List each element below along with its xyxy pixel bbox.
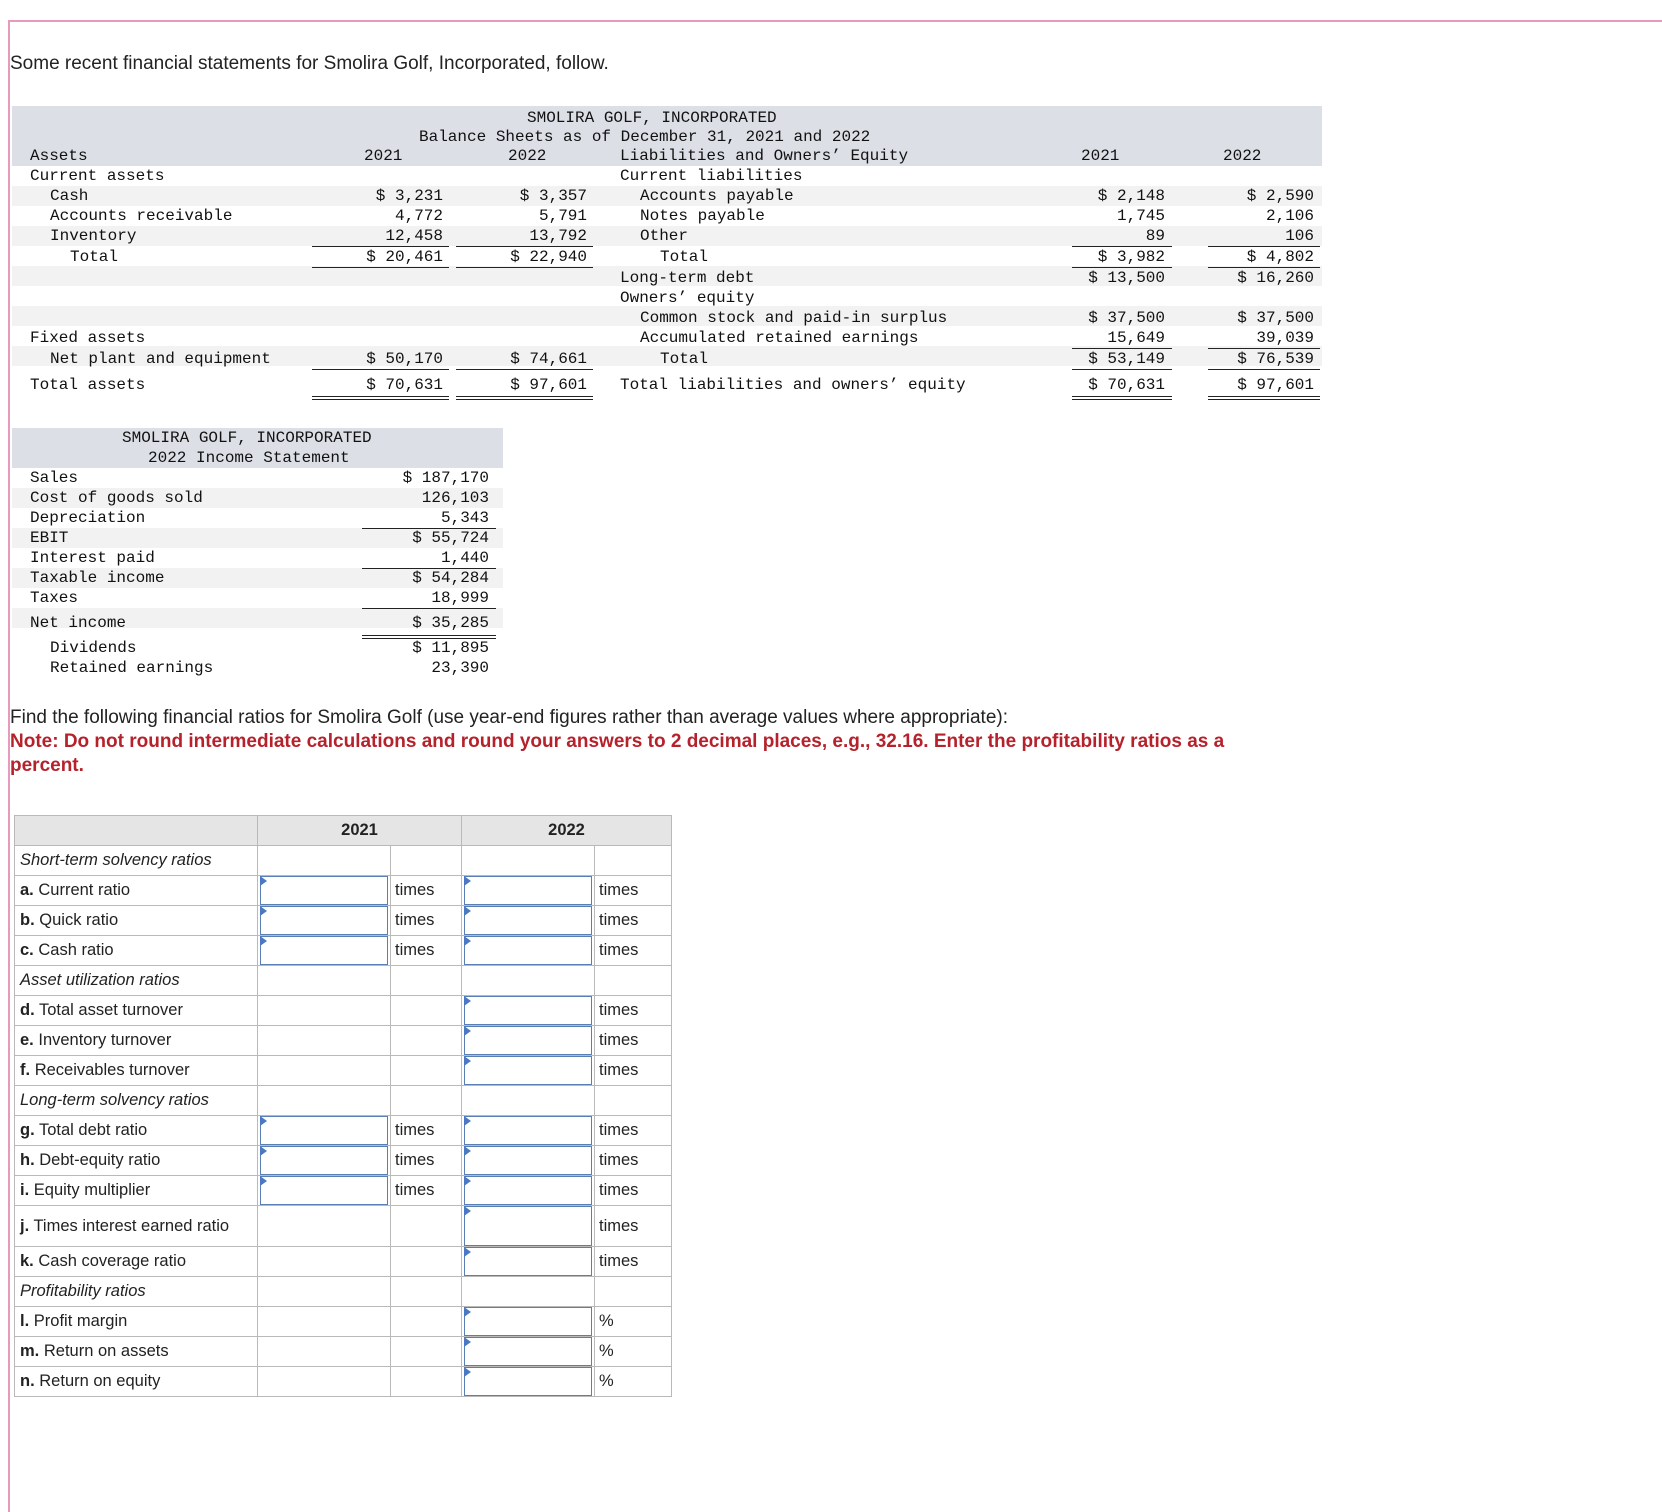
ratio-label: Total asset turnover — [38, 1001, 183, 1019]
liab-value-2022: $ 97,601 — [1237, 376, 1314, 394]
liab-label: Notes payable — [640, 207, 765, 225]
unit-label: times — [595, 1056, 672, 1086]
assets-value-2021: 4,772 — [394, 207, 443, 225]
unit-label: times — [595, 936, 672, 966]
profit-margin-2022-input[interactable] — [464, 1307, 592, 1336]
unit-label: % — [595, 1307, 672, 1337]
ratio-label: Profit margin — [33, 1312, 128, 1330]
assets-value-2022: $ 22,940 — [510, 248, 587, 266]
section-row — [15, 1086, 672, 1116]
ratio-row — [15, 876, 672, 906]
liab-label: Total liabilities and owners’ equity — [620, 376, 966, 394]
is-value: $ 187,170 — [402, 469, 489, 487]
income-statement-title: SMOLIRA GOLF, INCORPORATED — [122, 429, 372, 447]
liab-year-2021: 2021 — [1081, 147, 1120, 165]
is-label: Taxable income — [30, 569, 165, 587]
liabilities-header: Liabilities and Owners’ Equity — [620, 147, 909, 165]
is-label: Taxes — [30, 589, 79, 607]
unit-label: times — [391, 876, 462, 906]
is-value: $ 54,284 — [412, 569, 489, 587]
receivables-turnover-2022-input[interactable] — [464, 1056, 592, 1085]
ratio-row — [15, 1367, 672, 1397]
liab-label: Current liabilities — [620, 167, 803, 185]
ratio-label: Cash ratio — [38, 941, 114, 959]
assets-year-2022: 2022 — [508, 147, 547, 165]
balance-sheet-title: SMOLIRA GOLF, INCORPORATED — [527, 109, 777, 127]
assets-label: Total assets — [30, 376, 146, 394]
assets-value-2022: $ 3,357 — [519, 187, 587, 205]
total-debt-ratio-2021-input[interactable] — [260, 1116, 388, 1145]
assets-label: Net plant and equipment — [50, 350, 271, 368]
ratio-row — [15, 1206, 672, 1247]
ratio-letter: j. — [20, 1216, 30, 1235]
unit-label: times — [595, 1206, 672, 1247]
unit-label: % — [595, 1367, 672, 1397]
quick-ratio-2022-input[interactable] — [464, 906, 592, 935]
unit-label: times — [595, 1116, 672, 1146]
ratio-letter: g. — [20, 1121, 35, 1139]
assets-value-2022: 13,792 — [529, 227, 587, 245]
assets-label: Current assets — [30, 167, 165, 185]
liab-value-2022: 106 — [1285, 227, 1314, 245]
question-text: Find the following financial ratios for Smolira Golf (use year-end figures rather than average values where appropriate): — [10, 707, 1009, 728]
liab-value-2021: 15,649 — [1107, 329, 1165, 347]
page-frame-top — [8, 20, 1662, 22]
ratio-label: Return on equity — [39, 1372, 161, 1390]
assets-label: Accounts receivable — [50, 207, 233, 225]
assets-value-2021: $ 50,170 — [366, 350, 443, 368]
unit-label: times — [595, 906, 672, 936]
answer-year-2021: 2021 — [258, 816, 462, 846]
current-ratio-2021-input[interactable] — [260, 876, 388, 905]
assets-value-2022: $ 74,661 — [510, 350, 587, 368]
section-row — [15, 846, 672, 876]
liab-value-2021: $ 37,500 — [1088, 309, 1165, 327]
total-debt-ratio-2022-input[interactable] — [464, 1116, 592, 1145]
unit-label: times — [595, 876, 672, 906]
section-row — [15, 966, 672, 996]
ratio-row — [15, 1247, 672, 1277]
unit-label: times — [391, 1146, 462, 1176]
unit-label: times — [391, 936, 462, 966]
liab-value-2021: 89 — [1145, 227, 1165, 245]
assets-value-2022: $ 97,601 — [510, 376, 587, 394]
unit-label: times — [391, 906, 462, 936]
income-statement-subtitle: 2022 Income Statement — [148, 449, 350, 467]
assets-label: Fixed assets — [30, 329, 146, 347]
section-row — [15, 1277, 672, 1307]
debt-equity-ratio-2021-input[interactable] — [260, 1146, 388, 1175]
assets-year-2021: 2021 — [364, 147, 403, 165]
liab-label: Accounts payable — [640, 187, 794, 205]
unit-label: times — [595, 1247, 672, 1277]
ratio-label: Equity multiplier — [33, 1181, 151, 1199]
section-label: Asset utilization ratios — [15, 966, 258, 996]
unit-label: times — [595, 1146, 672, 1176]
cash-ratio-2022-input[interactable] — [464, 936, 592, 965]
ratio-letter: a. — [20, 881, 34, 899]
is-value: $ 35,285 — [412, 614, 489, 632]
ratio-letter: n. — [20, 1372, 35, 1390]
liab-label: Total — [660, 248, 709, 266]
is-label: Cost of goods sold — [30, 489, 203, 507]
answer-header-row — [15, 816, 672, 846]
assets-value-2021: $ 20,461 — [366, 248, 443, 266]
ratio-label: Cash coverage ratio — [38, 1252, 187, 1270]
assets-header: Assets — [30, 147, 88, 165]
section-label: Short-term solvency ratios — [15, 846, 258, 876]
is-value: 23,390 — [431, 659, 489, 677]
ratio-letter: b. — [20, 911, 35, 929]
liab-value-2022: $ 2,590 — [1246, 187, 1314, 205]
ratio-letter: e. — [20, 1031, 34, 1049]
balance-sheet-subtitle: Balance Sheets as of December 31, 2021 and 2022 — [419, 128, 871, 146]
is-label: Sales — [30, 469, 79, 487]
is-label: Net income — [30, 614, 127, 632]
ratio-letter: c. — [20, 941, 34, 959]
liab-label: Other — [640, 227, 689, 245]
income-statement — [12, 428, 503, 680]
ratio-label: Times interest earned ratio — [33, 1216, 230, 1235]
liab-value-2021: $ 13,500 — [1088, 269, 1165, 287]
ratio-label: Current ratio — [38, 881, 131, 899]
ratio-letter: i. — [20, 1181, 30, 1199]
liab-label: Long-term debt — [620, 269, 755, 287]
liab-value-2022: $ 76,539 — [1237, 350, 1314, 368]
liab-year-2022: 2022 — [1223, 147, 1262, 165]
is-label: Depreciation — [30, 509, 146, 527]
liab-value-2021: $ 53,149 — [1088, 350, 1165, 368]
ratio-letter: d. — [20, 1001, 35, 1019]
equity-multiplier-2021-input[interactable] — [260, 1176, 388, 1205]
liab-value-2022: $ 16,260 — [1237, 269, 1314, 287]
ratio-letter: f. — [20, 1061, 31, 1079]
assets-value-2022: 5,791 — [538, 207, 587, 225]
ratio-label: Return on assets — [43, 1342, 169, 1360]
ratio-letter: h. — [20, 1151, 35, 1169]
assets-value-2021: $ 70,631 — [366, 376, 443, 394]
section-label: Profitability ratios — [15, 1277, 258, 1307]
cash-ratio-2021-input[interactable] — [260, 936, 388, 965]
ratio-row — [15, 1307, 672, 1337]
is-label: Interest paid — [30, 549, 155, 567]
times-interest-earned-2022-input[interactable] — [464, 1206, 592, 1246]
rounding-note: Note: Do not round intermediate calculations and round your answers to 2 decimal places, e.g., 32.16. Enter the profitability ratios as a percent. — [10, 731, 1225, 776]
section-label: Long-term solvency ratios — [15, 1086, 258, 1116]
ratio-row — [15, 1116, 672, 1146]
is-value: $ 55,724 — [412, 529, 489, 547]
unit-label: times — [391, 1176, 462, 1206]
ratio-row — [15, 1176, 672, 1206]
liab-value-2021: $ 2,148 — [1097, 187, 1165, 205]
liab-value-2022: 2,106 — [1265, 207, 1314, 225]
unit-label: times — [595, 1176, 672, 1206]
assets-label: Cash — [50, 187, 89, 205]
unit-label: times — [391, 1116, 462, 1146]
debt-equity-ratio-2022-input[interactable] — [464, 1146, 592, 1175]
is-value: 1,440 — [440, 549, 489, 567]
liab-label: Common stock and paid-in surplus — [640, 309, 948, 327]
balance-sheet — [12, 106, 1322, 406]
ratio-label: Quick ratio — [39, 911, 119, 929]
quick-ratio-2021-input[interactable] — [260, 906, 388, 935]
unit-label: times — [595, 1026, 672, 1056]
liab-value-2022: $ 4,802 — [1246, 248, 1314, 266]
ratio-row — [15, 1026, 672, 1056]
ratio-label: Receivables turnover — [34, 1061, 190, 1079]
assets-value-2021: $ 3,231 — [375, 187, 443, 205]
liab-value-2021: $ 3,982 — [1097, 248, 1165, 266]
ratio-label: Total debt ratio — [38, 1121, 148, 1139]
inventory-turnover-2022-input[interactable] — [464, 1026, 592, 1055]
ratio-label: Debt-equity ratio — [39, 1151, 161, 1169]
liab-label: Accumulated retained earnings — [640, 329, 919, 347]
current-ratio-2022-input[interactable] — [464, 876, 592, 905]
assets-label: Total — [70, 248, 119, 266]
is-value: 5,343 — [440, 509, 489, 527]
total-asset-turnover-2022-input[interactable] — [464, 996, 592, 1025]
liab-label: Owners’ equity — [620, 289, 755, 307]
liab-value-2021: $ 70,631 — [1088, 376, 1165, 394]
liab-value-2022: $ 37,500 — [1237, 309, 1314, 327]
liab-label: Total — [660, 350, 709, 368]
is-label: EBIT — [30, 529, 69, 547]
ratio-letter: l. — [20, 1312, 30, 1330]
liab-value-2022: 39,039 — [1256, 329, 1314, 347]
unit-label: times — [595, 996, 672, 1026]
ratio-label: Inventory turnover — [38, 1031, 172, 1049]
return-on-assets-2022-input[interactable] — [464, 1337, 592, 1366]
ratio-row — [15, 906, 672, 936]
cash-coverage-2022-input[interactable] — [464, 1247, 592, 1276]
ratio-letter: m. — [20, 1342, 40, 1360]
is-label: Dividends — [50, 639, 137, 657]
return-on-equity-2022-input[interactable] — [464, 1367, 592, 1396]
liab-value-2021: 1,745 — [1116, 207, 1165, 225]
assets-label: Inventory — [50, 227, 137, 245]
unit-label: % — [595, 1337, 672, 1367]
ratio-answer-table — [14, 815, 672, 1397]
ratio-row — [15, 1056, 672, 1086]
is-value: 18,999 — [431, 589, 489, 607]
ratio-row — [15, 996, 672, 1026]
is-label: Retained earnings — [50, 659, 214, 677]
assets-value-2021: 12,458 — [385, 227, 443, 245]
is-value: $ 11,895 — [412, 639, 489, 657]
intro-text: Some recent financial statements for Smolira Golf, Incorporated, follow. — [10, 53, 609, 74]
equity-multiplier-2022-input[interactable] — [464, 1176, 592, 1205]
answer-year-2022: 2022 — [462, 816, 672, 846]
ratio-letter: k. — [20, 1252, 34, 1270]
is-value: 126,103 — [421, 489, 489, 507]
ratio-row — [15, 936, 672, 966]
ratio-row — [15, 1146, 672, 1176]
ratio-row — [15, 1337, 672, 1367]
